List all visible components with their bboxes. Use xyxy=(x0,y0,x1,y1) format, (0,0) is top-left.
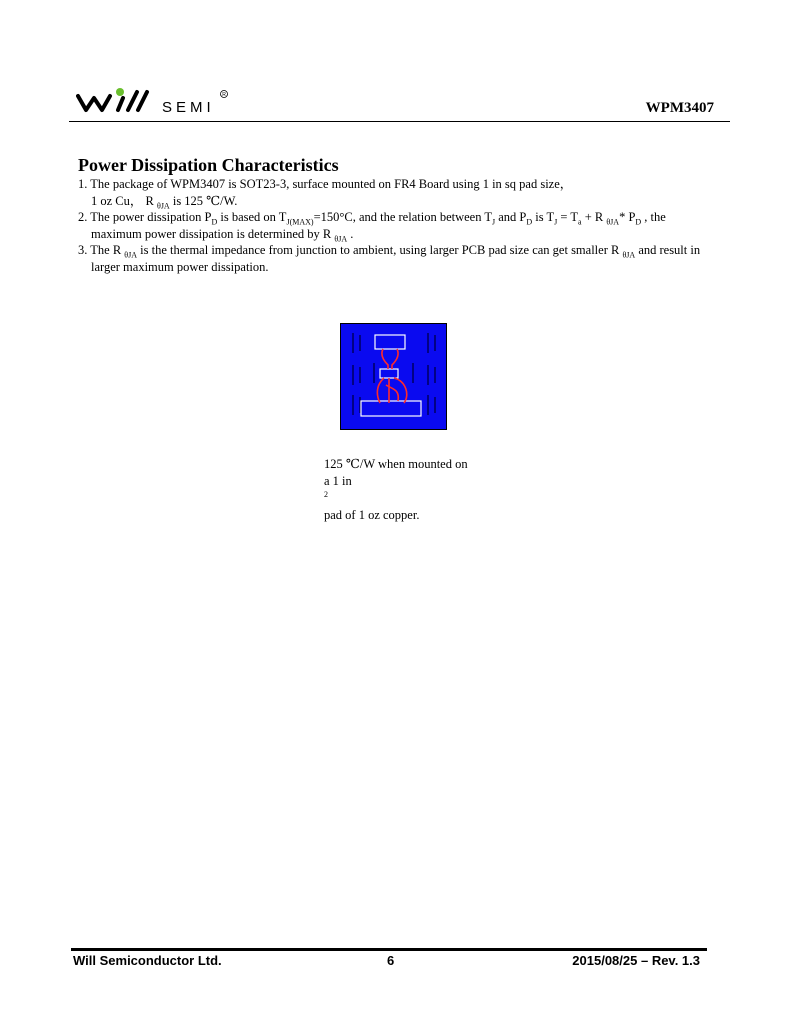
note-2-line-2: maximum power dissipation is determined by R $_{\theta JA}$ . xyxy=(91,226,354,243)
willsemi-logo xyxy=(76,86,236,118)
pcb-pad-figure xyxy=(340,323,447,430)
note-3-line-2: larger maximum power dissipation. xyxy=(91,259,269,274)
pcb-layout-image xyxy=(340,323,447,430)
document-id: WPM3407 xyxy=(645,100,714,116)
figure-caption xyxy=(324,456,468,524)
svg-text:R: R xyxy=(222,92,226,98)
note-2 xyxy=(78,209,738,242)
revision-date: 2015/08/25 – Rev. 1.3 xyxy=(572,953,700,968)
footer-divider xyxy=(71,948,707,951)
note-2-line-1: 2. The power dissipation $P_D$ is based on $T_{J(MAX)}=150^\circ C$, and the relation between $T_J$ and $P_D$ is $T_J = T_a + R$ $_{\theta JA}$* $P_D$ , the xyxy=(78,210,666,227)
willsemi-logo-mark xyxy=(76,86,236,118)
section-title: Power Dissipation Characteristics xyxy=(78,155,339,175)
note-3 xyxy=(78,242,738,275)
page-number: 6 xyxy=(387,953,395,968)
header-divider xyxy=(69,121,730,122)
caption-line-1: 125 ℃/W when mounted on xyxy=(324,457,468,471)
note-1-line-2: 1 oz Cu， R $_{\theta JA}$ is 125 ℃/W. xyxy=(91,193,238,210)
caption-line-2: a 1 in $^2$ pad of 1 oz copper. xyxy=(324,474,420,522)
svg-text:SEMI: SEMI xyxy=(162,99,215,116)
footer-company: Will Semiconductor Ltd. xyxy=(73,953,222,968)
note-1 xyxy=(78,176,738,209)
note-1-line-1: 1. The package of WPM3407 is SOT23-3, surface mounted on FR4 Board using 1 in sq pad size， xyxy=(78,177,573,191)
notes-list xyxy=(78,176,738,275)
note-3-line-1: 3. The R $_{\theta JA}$ is the thermal impedance from junction to ambient, using larger PCB pad size can get smaller R $_{\theta JA}$ and result in xyxy=(78,243,701,260)
